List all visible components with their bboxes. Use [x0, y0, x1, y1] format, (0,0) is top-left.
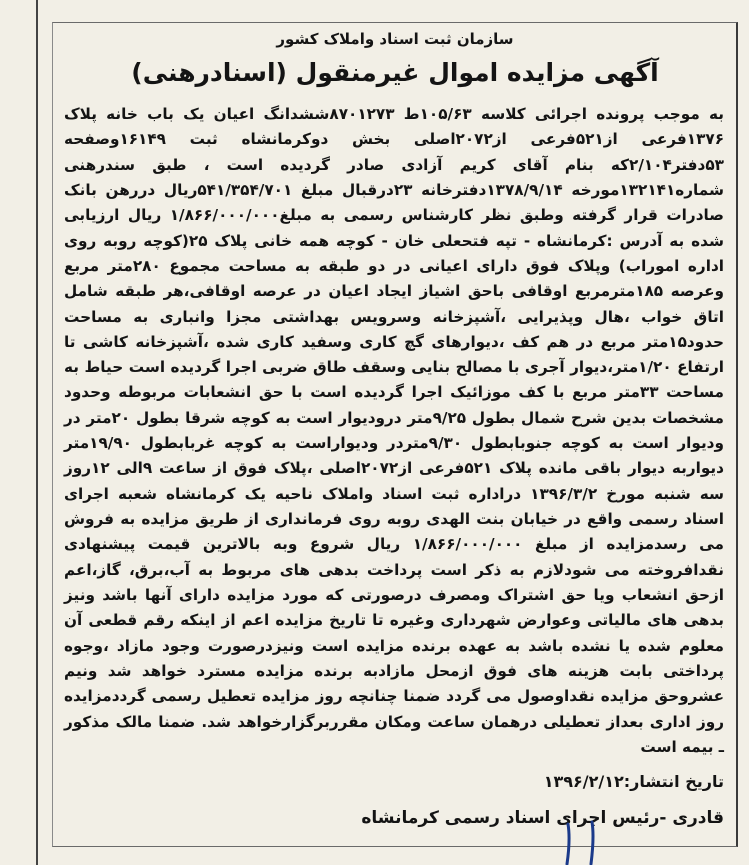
notice-body — [64, 102, 724, 760]
notice-title: آگهی مزایده اموال غیرمنقول (اسنادرهنی) — [131, 58, 659, 87]
organization-header: سازمان ثبت اسناد واملاک کشور — [276, 30, 514, 48]
column-rule — [36, 0, 38, 865]
signature-line: قادری -رئیس اجرای اسناد رسمی کرمانشاه — [361, 808, 724, 828]
handwritten-mark-icon — [548, 818, 618, 865]
publish-date: تاریخ انتشار:۱۳۹۶/۲/۱۲ — [543, 772, 724, 791]
notice-body-text: به موجب پرونده اجرائی کلاسه ۱۰۵/۶۳ط ۸۷۰۱۲۷۳ششدانگ اعیان یک باب خانه پلاک ۱۳۷۶فرعی از۵۲۱فرعی از۲۰۷۲اصلی بخش دوکرمانشاه ثبت ۱۶۱۴۹وصفحه ۵۳دفتر۲/۱۰۴که بنام آقای کریم آزادی صادر گردیده است ، طبق سندرهنی شماره۱۳۲۱۴۱مورخه ۱۳۷۸/۹/۱۴دفترخانه ۲۳درقبال مبلغ ۵۴۱/۳۵۴/۷۰۱ریال دررهن بانک صادرات قرار گرفته وطبق نظر کارشناس رسمی به مبلغ۱/۸۶۶/۰۰۰/۰۰۰ ریال ارزیابی شده به آدرس :کرمانشاه - تپه فتحعلی خان - کوچه همه خانی پلاک ۲۵(کوچه روبه روی اداره اموراب) وپلاک فوق دارای اعیانی در دو طبقه به مساحت مجموع ۲۸۰متر مربع وعرصه ۱۸۵مترمربع اوقافی باحق اشیاز ایجاد اعیان در عرصه اوقافی،هر طبقه شامل اتاق خواب ،هال وپذیرایی ،آشپزخانه وسرویس بهداشتی مجزا وانباری به مساحت حدود۱۵متر مربع در هم کف ،دیوارهای گچ کاری وسفید کاری شده ،آشپزخانه کاشی تا ارتفاع ۱/۲۰متر،دیوار آجری با مصالح بنایی وسقف طاق ضربی اجرا گردیده است حیاط به مساحت ۳۳متر مربع با کف موزائیک اجرا گردیده است با حق انشعابات مربوطه وحدود مشخصات بدین شرح شمال بطول ۹/۲۵متر درودیوار است به کوچه شرقا بطول ۲۰متر در ودیوار است به کوچه جنوبابطول ۹/۳۰متردر ودیواراست به کوچه غربابطول ۱۹/۹۰متر دیواربه دیوار باقی مانده پلاک ۵۲۱فرعی از۲۰۷۲اصلی ،پلاک فوق از ساعت ۹الی ۱۲روز سه شنبه مورخ ۱۳۹۶/۳/۲ دراداره ثبت اسناد واملاک ناحیه یک کرمانشاه شعبه اجرای اسناد رسمی واقع در خیابان بنت الهدی روبه روی فرمانداری از طریق مزایده به فروش می رسدمزایده از مبلغ ۱/۸۶۶/۰۰۰/۰۰۰ ریال شروع وبه بالاترین قیمت پیشنهادی نقدافروخته می شودلازم به ذکر است پرداخت بدهی های مربوط به آب،برق، گاز،اعم ازحق انشعاب ویا حق اشتراک ومصرف درصورتی که مورد مزایده دارای آنها باشد ونیز بدهی های مالیاتی وعوارض شهرداری وغیره تا تاریخ مزایده اعم از اینکه رقم قطعی آن معلوم شده یا نشده باشد به عهده برنده مزایده است ونیزدرصورت وجود مازاد ،وجوه پرداختی بابت هزینه های فوق ازمحل مازادبه برنده مزایده مسترد خواهد شد ونیم عشروحق مزایده نقداوصول می گردد ضمنا چنانچه روز مزایده تعطیل رسمی گرددمزایده روز اداری بعداز تعطیلی درهمان ساعت ومکان مقرربرگزارخواهد شد. ضمنا مالک مذکور ـ بیمه است — [64, 105, 725, 756]
